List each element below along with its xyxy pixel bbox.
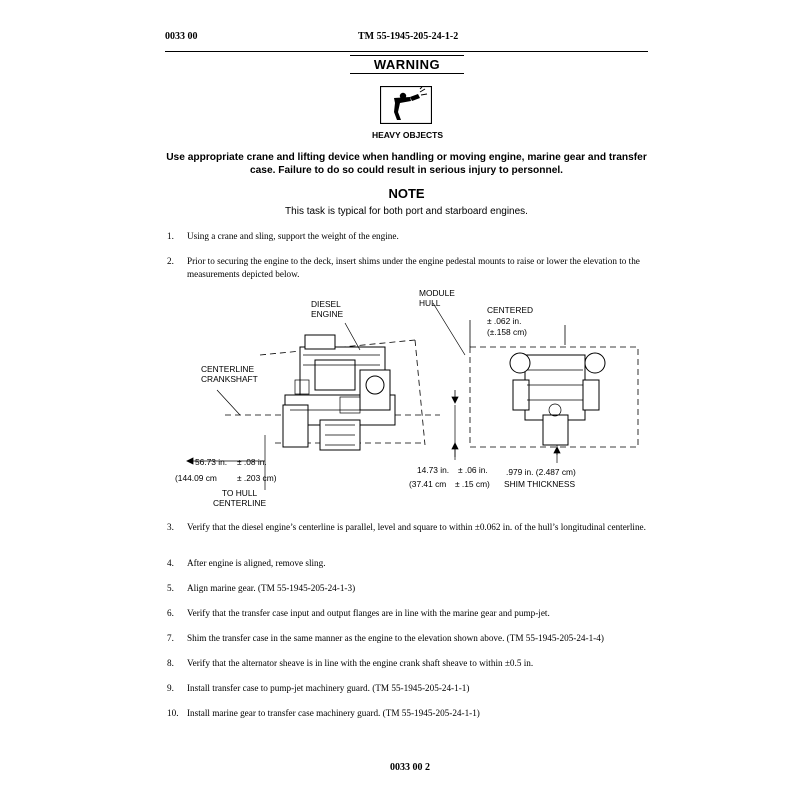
page-number: 0033 00 2 [390, 762, 430, 773]
step-10 [167, 707, 657, 721]
header-rule [165, 51, 648, 52]
step-number: 3. [167, 522, 174, 532]
step-number: 9. [167, 683, 174, 693]
step-7 [167, 632, 657, 646]
step-text: After engine is aligned, remove sling. [187, 558, 326, 568]
dim-14-tol-in: ± .06 in. [458, 465, 488, 475]
step-3 [167, 521, 657, 547]
step-2 [167, 255, 657, 283]
step-text: Verify that the diesel engine’s centerline is parallel, level and square to within ±0.062 in. of the hull’s longitudinal centerline. [187, 522, 646, 532]
header-tm-number: TM 55-1945-205-24-1-2 [358, 31, 459, 42]
step-6 [167, 607, 657, 621]
dim-56-in: 56.73 in. [195, 457, 228, 467]
dim-14-in: 14.73 in. [417, 465, 450, 475]
step-text: Install marine gear to transfer case machinery guard. (TM 55-1945-205-24-1-1) [187, 708, 480, 718]
to-hull-centerline-label: TO HULL CENTERLINE [213, 488, 267, 508]
warning-rule-bottom [350, 73, 464, 74]
step-4 [167, 557, 657, 571]
centered-tolerance-in: ± .062 in. [487, 316, 522, 326]
step-text: Using a crane and sling, support the weight of the engine. [187, 231, 399, 241]
engine-elevation-figure [165, 285, 655, 515]
centered-tolerance-cm: (±.158 cm) [487, 327, 527, 337]
note-title: NOTE [388, 186, 425, 201]
shim-thickness-value: .979 in. (2.487 cm) [506, 467, 576, 477]
centerline-crankshaft-label: CENTERLINE CRANKSHAFT [201, 364, 258, 384]
diesel-engine-label: DIESEL ENGINE [311, 299, 344, 319]
heavy-objects-caption: HEAVY OBJECTS [371, 130, 443, 140]
step-text: Install transfer case to pump-jet machinery guard. (TM 55-1945-205-24-1-1) [187, 683, 470, 693]
header-work-package: 0033 00 [165, 31, 198, 42]
step-5 [167, 582, 657, 596]
dim-56-tol-cm: ± .203 cm) [237, 473, 277, 483]
step-number: 7. [167, 633, 174, 643]
step-text: Prior to securing the engine to the deck, insert shims under the engine pedestal mounts to raise or lower the elevation to the measurements depicted below. [187, 256, 640, 279]
warning-rule-top [350, 55, 464, 56]
centered-label: CENTERED [487, 305, 534, 315]
dim-56-tol-in: ± .08 in. [237, 457, 267, 467]
shim-thickness-label: SHIM THICKNESS [504, 479, 576, 489]
warning-body: Use appropriate crane and lifting device when handling or moving engine, marine gear and transfer case. Failure to do so could result in serious injury to personnel. [166, 152, 647, 176]
dim-14-tol-cm: ± .15 cm) [455, 479, 490, 489]
step-number: 8. [167, 658, 174, 668]
step-number: 1. [167, 231, 174, 241]
dim-56-cm: (144.09 cm [175, 473, 217, 483]
dim-14-cm: (37.41 cm [409, 479, 447, 489]
warning-title: WARNING [373, 57, 441, 72]
heavy-objects-icon [380, 86, 432, 124]
step-text: Verify that the alternator sheave is in line with the engine crank shaft sheave to within ±0.5 in. [187, 658, 534, 668]
module-hull-label: MODULE HULL [419, 288, 455, 308]
note-body: This task is typical for both port and starboard engines. [285, 206, 528, 217]
step-number: 2. [167, 256, 174, 266]
step-9 [167, 682, 657, 696]
step-number: 10. [167, 708, 179, 718]
step-8 [167, 657, 657, 671]
step-number: 5. [167, 583, 174, 593]
step-1 [167, 230, 657, 244]
step-text: Verify that the transfer case input and output flanges are in line with the marine gear and pump-jet. [187, 608, 550, 618]
step-number: 4. [167, 558, 174, 568]
step-text: Align marine gear. (TM 55-1945-205-24-1-3) [187, 583, 356, 593]
step-number: 6. [167, 608, 174, 618]
step-text: Shim the transfer case in the same manner as the engine to the elevation shown above. (TM 55-1945-205-24-1-4) [187, 633, 604, 643]
